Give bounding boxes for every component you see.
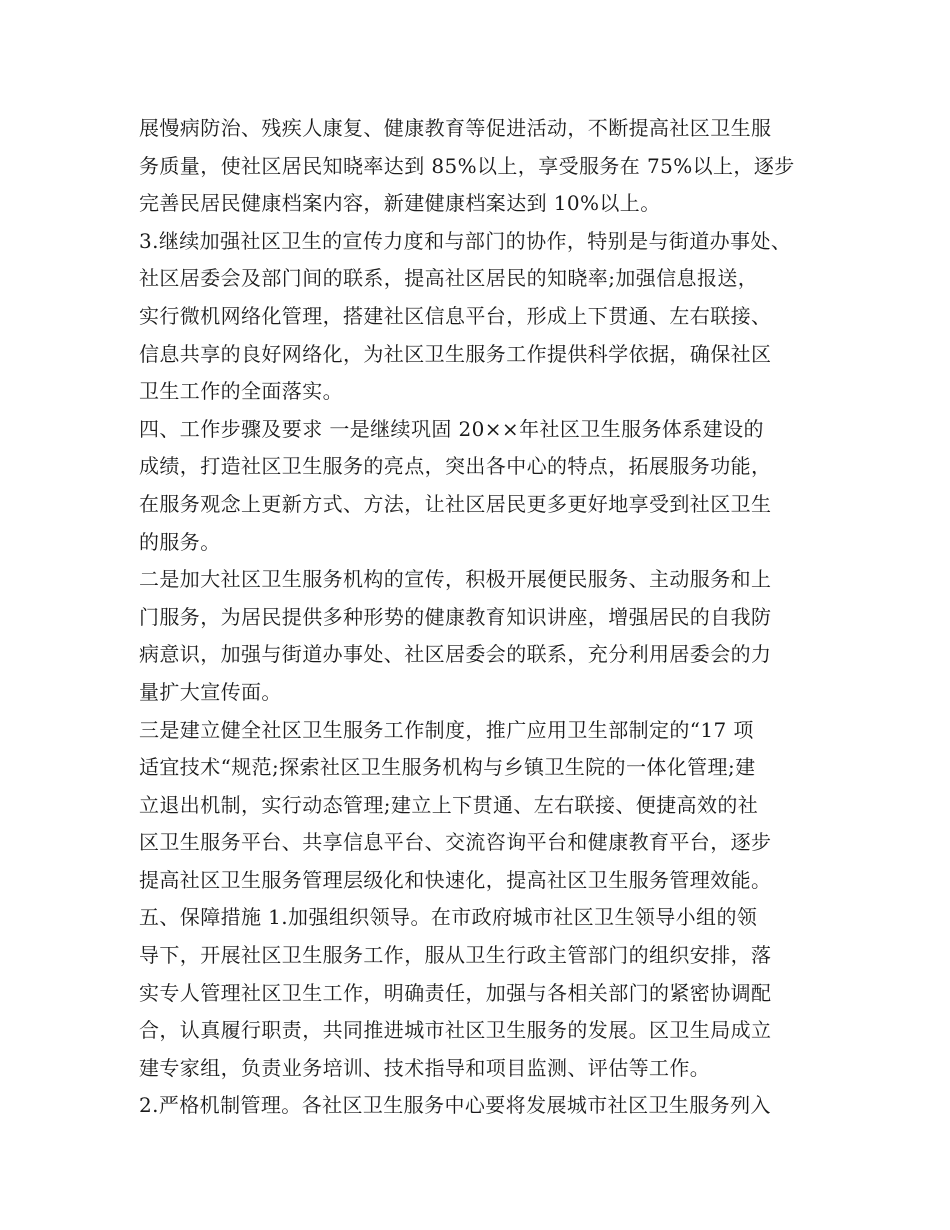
- text-line: 二是加大社区卫生服务机构的宣传，积极开展便民服务、主动服务和上: [139, 567, 772, 592]
- text-line: 2.严格机制管理。各社区卫生服务中心要将发展城市社区卫生服务列入: [139, 1093, 771, 1118]
- text-line: 成绩，打造社区卫生服务的亮点，突出各中心的特点，拓展服务功能，: [139, 454, 772, 479]
- text-line: 信息共享的良好网络化，为社区卫生服务工作提供科学依据，确保社区: [139, 341, 772, 366]
- text-line: 在服务观念上更新方式、方法，让社区居民更多更好地享受到社区卫生: [139, 491, 772, 516]
- text-line: 的服务。: [139, 529, 221, 554]
- text-line: 量扩大宣传面。: [139, 679, 282, 704]
- text-line: 务质量，使社区居民知晓率达到 85%以上，享受服务在 75%以上，逐步: [139, 153, 795, 178]
- text-line: 实专人管理社区卫生工作，明确责任，加强与各相关部门的紧密协调配: [139, 980, 772, 1005]
- text-line: 门服务，为居民提供多种形势的健康教育知识讲座，增强居民的自我防: [139, 604, 772, 629]
- document-body: [139, 110, 819, 1125]
- text-line: 三是建立健全社区卫生服务工作制度，推广应用卫生部制定的“17 项: [139, 717, 754, 742]
- text-line: 卫生工作的全面落实。: [139, 379, 343, 404]
- text-line: 3.继续加强社区卫生的宣传力度和与部门的协作，特别是与街道办事处、: [139, 228, 792, 253]
- text-line: 展慢病防治、残疾人康复、健康教育等促进活动，不断提高社区卫生服: [139, 116, 772, 140]
- text-line: 合，认真履行职责，共同推进城市社区卫生服务的发展。区卫生局成立: [139, 1018, 772, 1043]
- text-line: 完善民居民健康档案内容，新建健康档案达到 10%以上。: [139, 191, 661, 216]
- section-heading-line: 五、保障措施 1.加强组织领导。在市政府城市社区卫生领导小组的领: [139, 905, 758, 930]
- text-line: 立退出机制，实行动态管理;建立上下贯通、左右联接、便捷高效的社: [139, 792, 759, 817]
- text-line: 适宜技术“规范;探索社区卫生服务机构与乡镇卫生院的一体化管理;建: [139, 755, 756, 780]
- text-line: 建专家组，负责业务培训、技术指导和项目监测、评估等工作。: [139, 1055, 711, 1080]
- text-line: 实行微机网络化管理，搭建社区信息平台，形成上下贯通、左右联接、: [139, 303, 772, 328]
- text-line: 病意识，加强与街道办事处、社区居委会的联系，充分利用居委会的力: [139, 642, 772, 667]
- text-line: 提高社区卫生服务管理层级化和快速化，提高社区卫生服务管理效能。: [139, 867, 772, 892]
- text-line: 导下，开展社区卫生服务工作，服从卫生行政主管部门的组织安排，落: [139, 943, 772, 968]
- text-line: 社区居委会及部门间的联系，提高社区居民的知晓率;加强信息报送，: [139, 266, 759, 291]
- section-heading-line: 四、工作步骤及要求 一是继续巩固 20××年社区卫生服务体系建设的: [139, 416, 764, 441]
- text-line: 区卫生服务平台、共享信息平台、交流咨询平台和健康教育平台，逐步: [139, 830, 772, 855]
